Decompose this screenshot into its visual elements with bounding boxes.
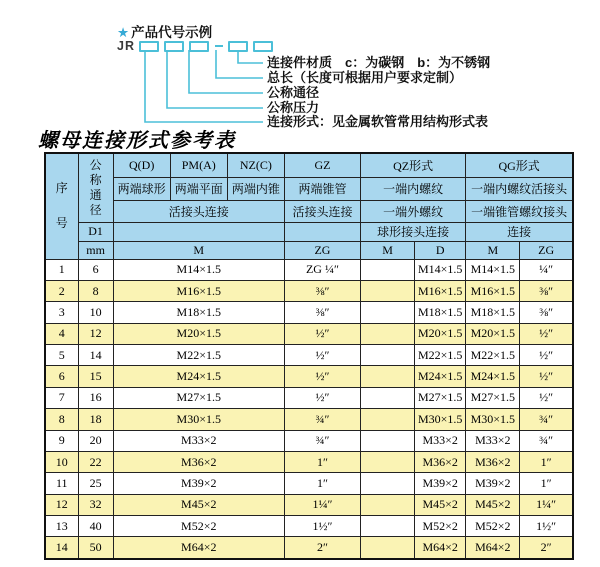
cell-qz_d: M14×1.5 [415, 259, 466, 280]
label-pressure: 公称压力 [267, 100, 320, 115]
cell-gz: ½″ [284, 387, 360, 408]
cell-no: 4 [45, 323, 78, 344]
code-example-title [117, 21, 212, 41]
cell-m: M45×2 [113, 494, 284, 515]
star-icon: ★ [117, 25, 130, 40]
cell-qz_m [361, 259, 415, 280]
cell-qz_d: M24×1.5 [415, 366, 466, 387]
cell-m: M36×2 [113, 451, 284, 472]
cell-qg_m: M64×2 [466, 537, 520, 559]
col-pm: PM(A) [170, 153, 227, 177]
qg-sub-zg: ZG [520, 241, 573, 259]
cell-no: 1 [45, 259, 78, 280]
cell-qz_d: M22×1.5 [415, 345, 466, 366]
label-diameter: 公称通径 [267, 85, 320, 100]
cell-qz_d: M52×2 [415, 516, 466, 537]
code-box-1 [139, 41, 159, 52]
gz-type: 两端锥管 [284, 177, 360, 200]
cell-qz_m [361, 345, 415, 366]
col-nz: NZ(C) [227, 153, 284, 177]
qz-sub-d: D [415, 241, 466, 259]
header-row-5 [45, 241, 573, 259]
cell-m: M64×2 [113, 537, 284, 559]
cell-qg_zg: ¼″ [520, 259, 573, 280]
label-conn-form: 连接形式：见金属软管常用结构形式表 [267, 114, 489, 129]
cell-qg_zg: ¾″ [520, 409, 573, 430]
cell-qz_d: M64×2 [415, 537, 466, 559]
table-row [45, 259, 573, 280]
table-row [45, 473, 573, 494]
cell-no: 5 [45, 345, 78, 366]
cell-m: M33×2 [113, 430, 284, 451]
cell-qg_zg: 1″ [520, 451, 573, 472]
cell-no: 11 [45, 473, 78, 494]
cell-qg_m: M18×1.5 [466, 302, 520, 323]
pm-type: 两端平面 [170, 177, 227, 200]
cell-gz: ½″ [284, 366, 360, 387]
cell-qg_zg: ½″ [520, 345, 573, 366]
cell-gz: ZG ¼″ [284, 259, 360, 280]
table-row [45, 345, 573, 366]
table-row [45, 516, 573, 537]
cell-dn: 18 [78, 409, 113, 430]
cell-qg_m: M22×1.5 [466, 345, 520, 366]
cell-qz_m [361, 516, 415, 537]
cell-gz: ½″ [284, 323, 360, 344]
code-box-3 [189, 41, 209, 52]
col-gz: GZ [284, 153, 360, 177]
cell-dn: 25 [78, 473, 113, 494]
cell-dn: 32 [78, 494, 113, 515]
cell-gz: ⅜″ [284, 302, 360, 323]
cell-dn: 20 [78, 430, 113, 451]
cell-qg_m: M52×2 [466, 516, 520, 537]
cell-qz_d: M20×1.5 [415, 323, 466, 344]
cell-qz_m [361, 494, 415, 515]
cell-qg_m: M45×2 [466, 494, 520, 515]
cell-qz_m [361, 366, 415, 387]
table-row [45, 302, 573, 323]
product-code-row [117, 39, 278, 53]
cell-qz_m [361, 473, 415, 494]
code-dash [215, 45, 223, 47]
cell-qz_d: M45×2 [415, 494, 466, 515]
cell-dn: 22 [78, 451, 113, 472]
cell-m: M52×2 [113, 516, 284, 537]
code-example-title-text: 产品代号示例 [131, 25, 213, 40]
cell-qg_m: M16×1.5 [466, 280, 520, 301]
cell-qg_zg: ¾″ [520, 430, 573, 451]
cell-qg_m: M20×1.5 [466, 323, 520, 344]
table-row [45, 430, 573, 451]
cell-qg_zg: 2″ [520, 537, 573, 559]
q-type: 两端球形 [113, 177, 170, 200]
cell-no: 14 [45, 537, 78, 559]
cell-no: 6 [45, 366, 78, 387]
code-box-5 [253, 41, 273, 52]
cell-m: M14×1.5 [113, 259, 284, 280]
zg-label: ZG [284, 241, 360, 259]
cell-qg_zg: ⅜″ [520, 280, 573, 301]
qz-type2: 一端外螺纹 [361, 200, 466, 222]
cell-qz_d: M30×1.5 [415, 409, 466, 430]
cell-qg_zg: 1½″ [520, 516, 573, 537]
cell-no: 13 [45, 516, 78, 537]
table-row [45, 409, 573, 430]
col-q: Q(D) [113, 153, 170, 177]
qg-conn: 连接 [466, 222, 573, 241]
code-prefix: JR [117, 39, 135, 53]
cell-m: M30×1.5 [113, 409, 284, 430]
table-row [45, 323, 573, 344]
cell-gz: ⅜″ [284, 280, 360, 301]
label-length: 总长（长度可根据用户要求定制） [267, 70, 463, 85]
d1-label: D1 [78, 222, 113, 241]
cell-qg_m: M27×1.5 [466, 387, 520, 408]
cell-qz_m [361, 451, 415, 472]
cell-dn: 12 [78, 323, 113, 344]
cell-no: 10 [45, 451, 78, 472]
cell-no: 8 [45, 409, 78, 430]
cell-qz_d: M36×2 [415, 451, 466, 472]
table-row [45, 537, 573, 559]
cell-qg_zg: 1″ [520, 473, 573, 494]
cell-qg_m: M33×2 [466, 430, 520, 451]
cell-gz: ¾″ [284, 430, 360, 451]
table-row [45, 494, 573, 515]
d1-blank-m [113, 222, 284, 241]
cell-qg_zg: ½″ [520, 366, 573, 387]
mm-label: mm [78, 241, 113, 259]
table-title: 螺母连接形式参考表 [38, 128, 236, 152]
col-seq: 序号 [45, 153, 78, 259]
cell-no: 12 [45, 494, 78, 515]
cell-qz_m [361, 409, 415, 430]
label-material: 连接件材质 c：为碳钢 b：为不锈钢 [267, 55, 491, 70]
cell-gz: 1″ [284, 451, 360, 472]
cell-qg_m: M14×1.5 [466, 259, 520, 280]
cell-m: M24×1.5 [113, 366, 284, 387]
cell-no: 9 [45, 430, 78, 451]
cell-no: 3 [45, 302, 78, 323]
table-row [45, 451, 573, 472]
cell-qz_m [361, 323, 415, 344]
header-row-1 [45, 153, 573, 177]
cell-qg_m: M36×2 [466, 451, 520, 472]
qg-type2: 一端锥管螺纹接头 [466, 200, 573, 222]
cell-qz_d: M18×1.5 [415, 302, 466, 323]
header-row-4 [45, 222, 573, 241]
cell-gz: 1¼″ [284, 494, 360, 515]
cell-qz_m [361, 280, 415, 301]
cell-qg_m: M30×1.5 [466, 409, 520, 430]
header-row-2 [45, 177, 573, 200]
cell-dn: 16 [78, 387, 113, 408]
nz-type: 两端内锥 [227, 177, 284, 200]
cell-qz_d: M16×1.5 [415, 280, 466, 301]
qg-type: 一端内螺纹活接头 [466, 177, 573, 200]
cell-gz: 1″ [284, 473, 360, 494]
cell-qz_m [361, 537, 415, 559]
cell-qg_zg: ½″ [520, 387, 573, 408]
cell-qz_d: M27×1.5 [415, 387, 466, 408]
cell-qg_m: M39×2 [466, 473, 520, 494]
cell-qz_d: M39×2 [415, 473, 466, 494]
qz-sub-m: M [361, 241, 415, 259]
cell-m: M20×1.5 [113, 323, 284, 344]
qz-conn: 球形接头连接 [361, 222, 466, 241]
cell-qg_zg: ½″ [520, 323, 573, 344]
code-box-4 [228, 41, 248, 52]
col-qz: QZ形式 [361, 153, 466, 177]
qz-type: 一端内螺纹 [361, 177, 466, 200]
header-row-3 [45, 200, 573, 222]
cell-m: M22×1.5 [113, 345, 284, 366]
code-box-2 [164, 41, 184, 52]
d1-blank-gz [284, 222, 360, 241]
cell-dn: 50 [78, 537, 113, 559]
cell-qg_zg: 1¼″ [520, 494, 573, 515]
gz-union: 活接头连接 [284, 200, 360, 222]
m-label: M [113, 241, 284, 259]
col-qg: QG形式 [466, 153, 573, 177]
cell-dn: 40 [78, 516, 113, 537]
table-row [45, 387, 573, 408]
col-dn: 公称通径 [78, 153, 113, 222]
cell-dn: 8 [78, 280, 113, 301]
cell-qz_m [361, 430, 415, 451]
cell-gz: 1½″ [284, 516, 360, 537]
cell-m: M18×1.5 [113, 302, 284, 323]
nut-connection-table [44, 152, 574, 560]
cell-no: 7 [45, 387, 78, 408]
cell-m: M39×2 [113, 473, 284, 494]
cell-dn: 10 [78, 302, 113, 323]
union-conn: 活接头连接 [113, 200, 284, 222]
table-row [45, 366, 573, 387]
cell-qz_d: M33×2 [415, 430, 466, 451]
cell-dn: 15 [78, 366, 113, 387]
cell-dn: 14 [78, 345, 113, 366]
cell-m: M16×1.5 [113, 280, 284, 301]
cell-dn: 6 [78, 259, 113, 280]
qg-sub-m: M [466, 241, 520, 259]
cell-gz: 2″ [284, 537, 360, 559]
cell-gz: ½″ [284, 345, 360, 366]
cell-gz: ¾″ [284, 409, 360, 430]
cell-no: 2 [45, 280, 78, 301]
cell-qz_m [361, 302, 415, 323]
cell-m: M27×1.5 [113, 387, 284, 408]
table-row [45, 280, 573, 301]
cell-qg_zg: ⅜″ [520, 302, 573, 323]
cell-qz_m [361, 387, 415, 408]
cell-qg_m: M24×1.5 [466, 366, 520, 387]
